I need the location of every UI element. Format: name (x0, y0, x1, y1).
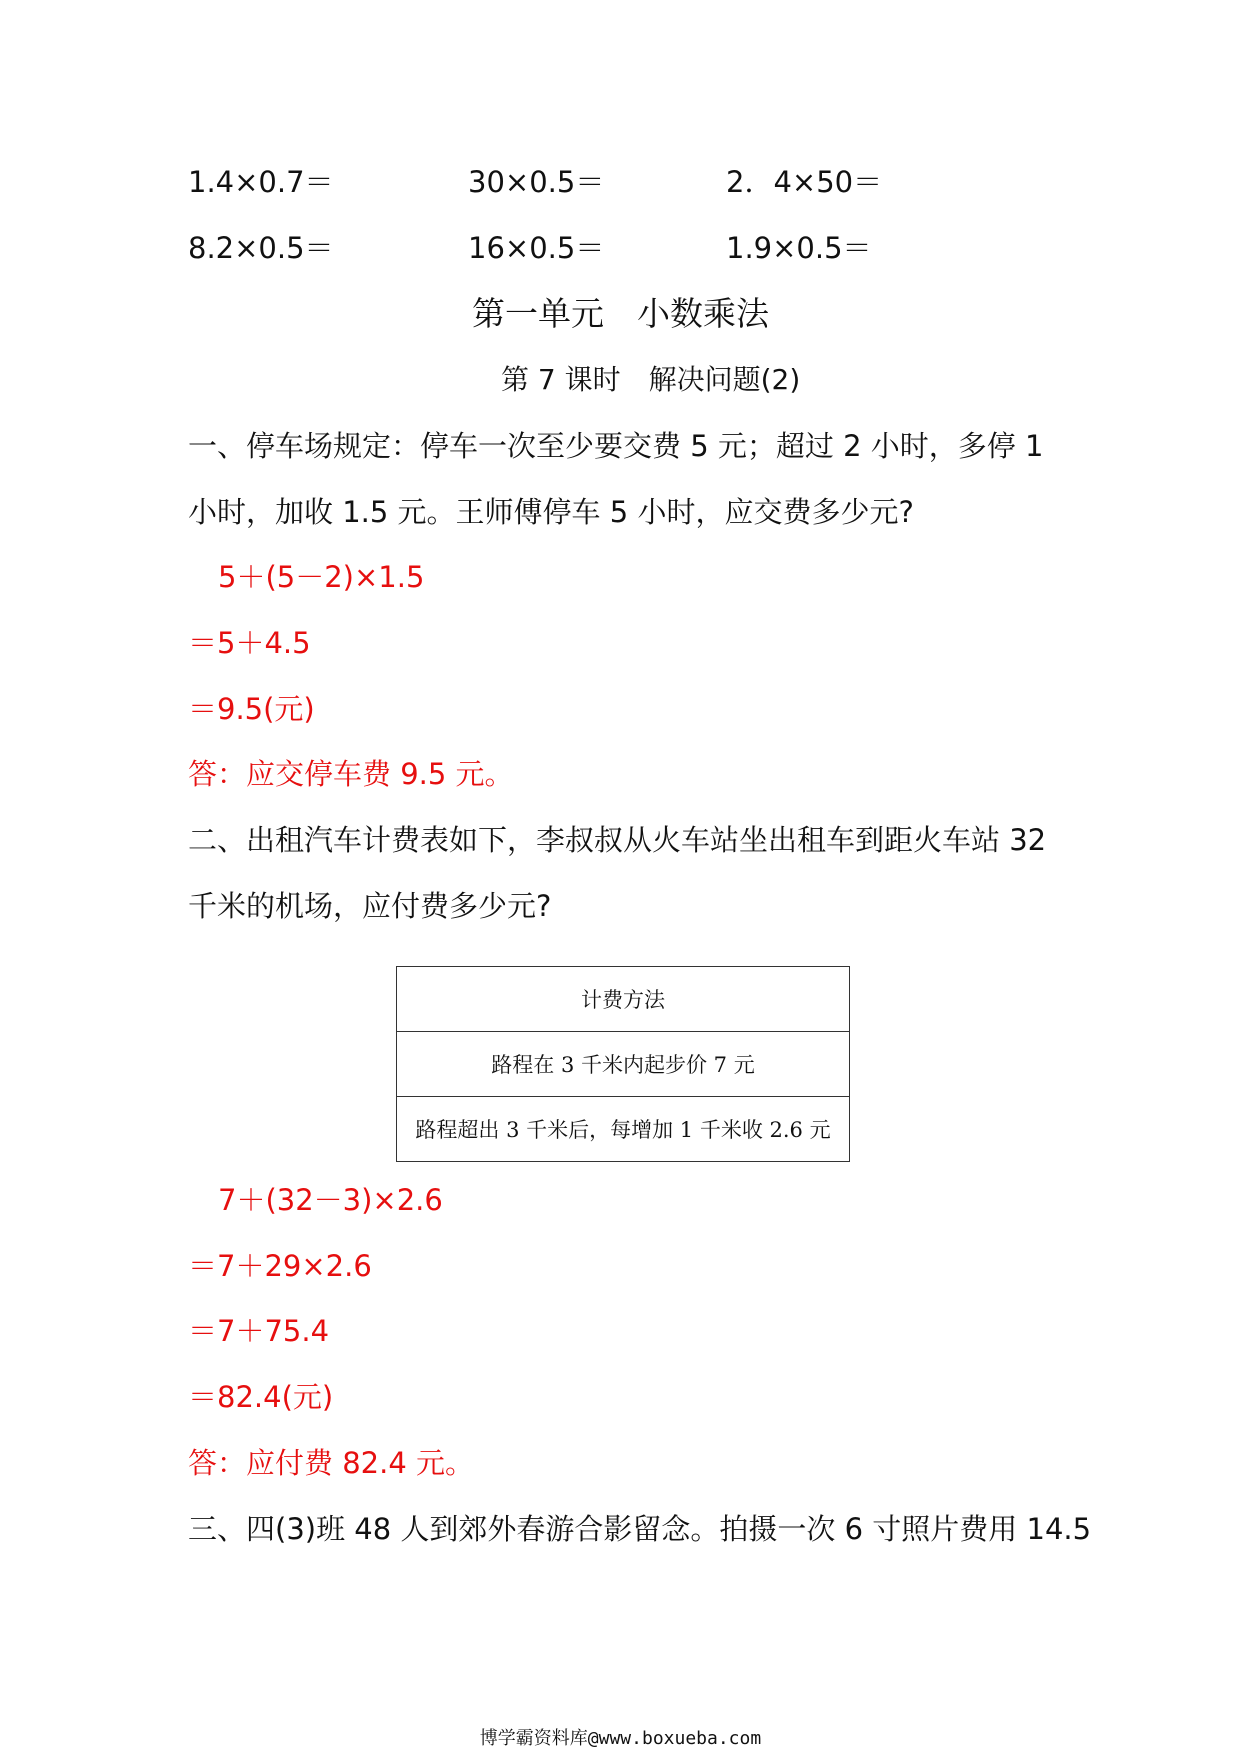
footer-watermark: 博学霸资料库@www.boxueba.com (479, 1728, 762, 1749)
fee-table-extra-fare: 路程超出 3 千米后，每增加 1 千米收 2.6 元 (397, 1097, 850, 1162)
q2-solution-step1: 7＋(32－3)×2.6 (218, 1183, 443, 1217)
fee-table-header: 计费方法 (397, 967, 850, 1032)
q1-text-line2: 小时，加收 1.5 元。王师傅停车 5 小时，应交费多少元? (188, 495, 914, 529)
q1-solution-step3: ＝9.5(元) (188, 692, 315, 726)
q2-solution-step2: ＝7＋29×2.6 (188, 1249, 372, 1283)
calc-r2c3: 1.9×0.5＝ (726, 231, 872, 265)
fee-table-base-fare: 路程在 3 千米内起步价 7 元 (397, 1032, 850, 1097)
fee-table-row (397, 1097, 850, 1162)
unit-title: 第一单元 小数乘法 (472, 294, 769, 333)
q2-answer: 答：应付费 82.4 元。 (188, 1446, 475, 1480)
calc-r2c2: 16×0.5＝ (468, 231, 605, 265)
lesson-title: 第 7 课时 解决问题(2) (501, 363, 801, 396)
q1-solution-step2: ＝5＋4.5 (188, 626, 311, 660)
calc-r1c2: 30×0.5＝ (468, 165, 605, 199)
fee-table-row (397, 1032, 850, 1097)
q2-text-line2: 千米的机场，应付费多少元? (188, 889, 552, 923)
q2-text-line1: 二、出租汽车计费表如下，李叔叔从火车站坐出租车到距火车站 32 (188, 823, 1047, 857)
q2-solution-step3: ＝7＋75.4 (188, 1314, 330, 1348)
q1-solution-step1: 5＋(5－2)×1.5 (218, 560, 425, 594)
fee-table (396, 966, 850, 1162)
q1-text-line1: 一、停车场规定：停车一次至少要交费 5 元；超过 2 小时，多停 1 (188, 429, 1044, 463)
calc-r1c1: 1.4×0.7＝ (188, 165, 334, 199)
q3-text-line1: 三、四(3)班 48 人到郊外春游合影留念。拍摄一次 6 寸照片费用 14.5 (188, 1512, 1092, 1546)
fee-table-header-row (397, 967, 850, 1032)
calc-r2c1: 8.2×0.5＝ (188, 231, 334, 265)
calc-r1c3: 2．4×50＝ (726, 165, 883, 199)
q2-solution-step4: ＝82.4(元) (188, 1380, 334, 1414)
q1-answer: 答：应交停车费 9.5 元。 (188, 757, 514, 791)
